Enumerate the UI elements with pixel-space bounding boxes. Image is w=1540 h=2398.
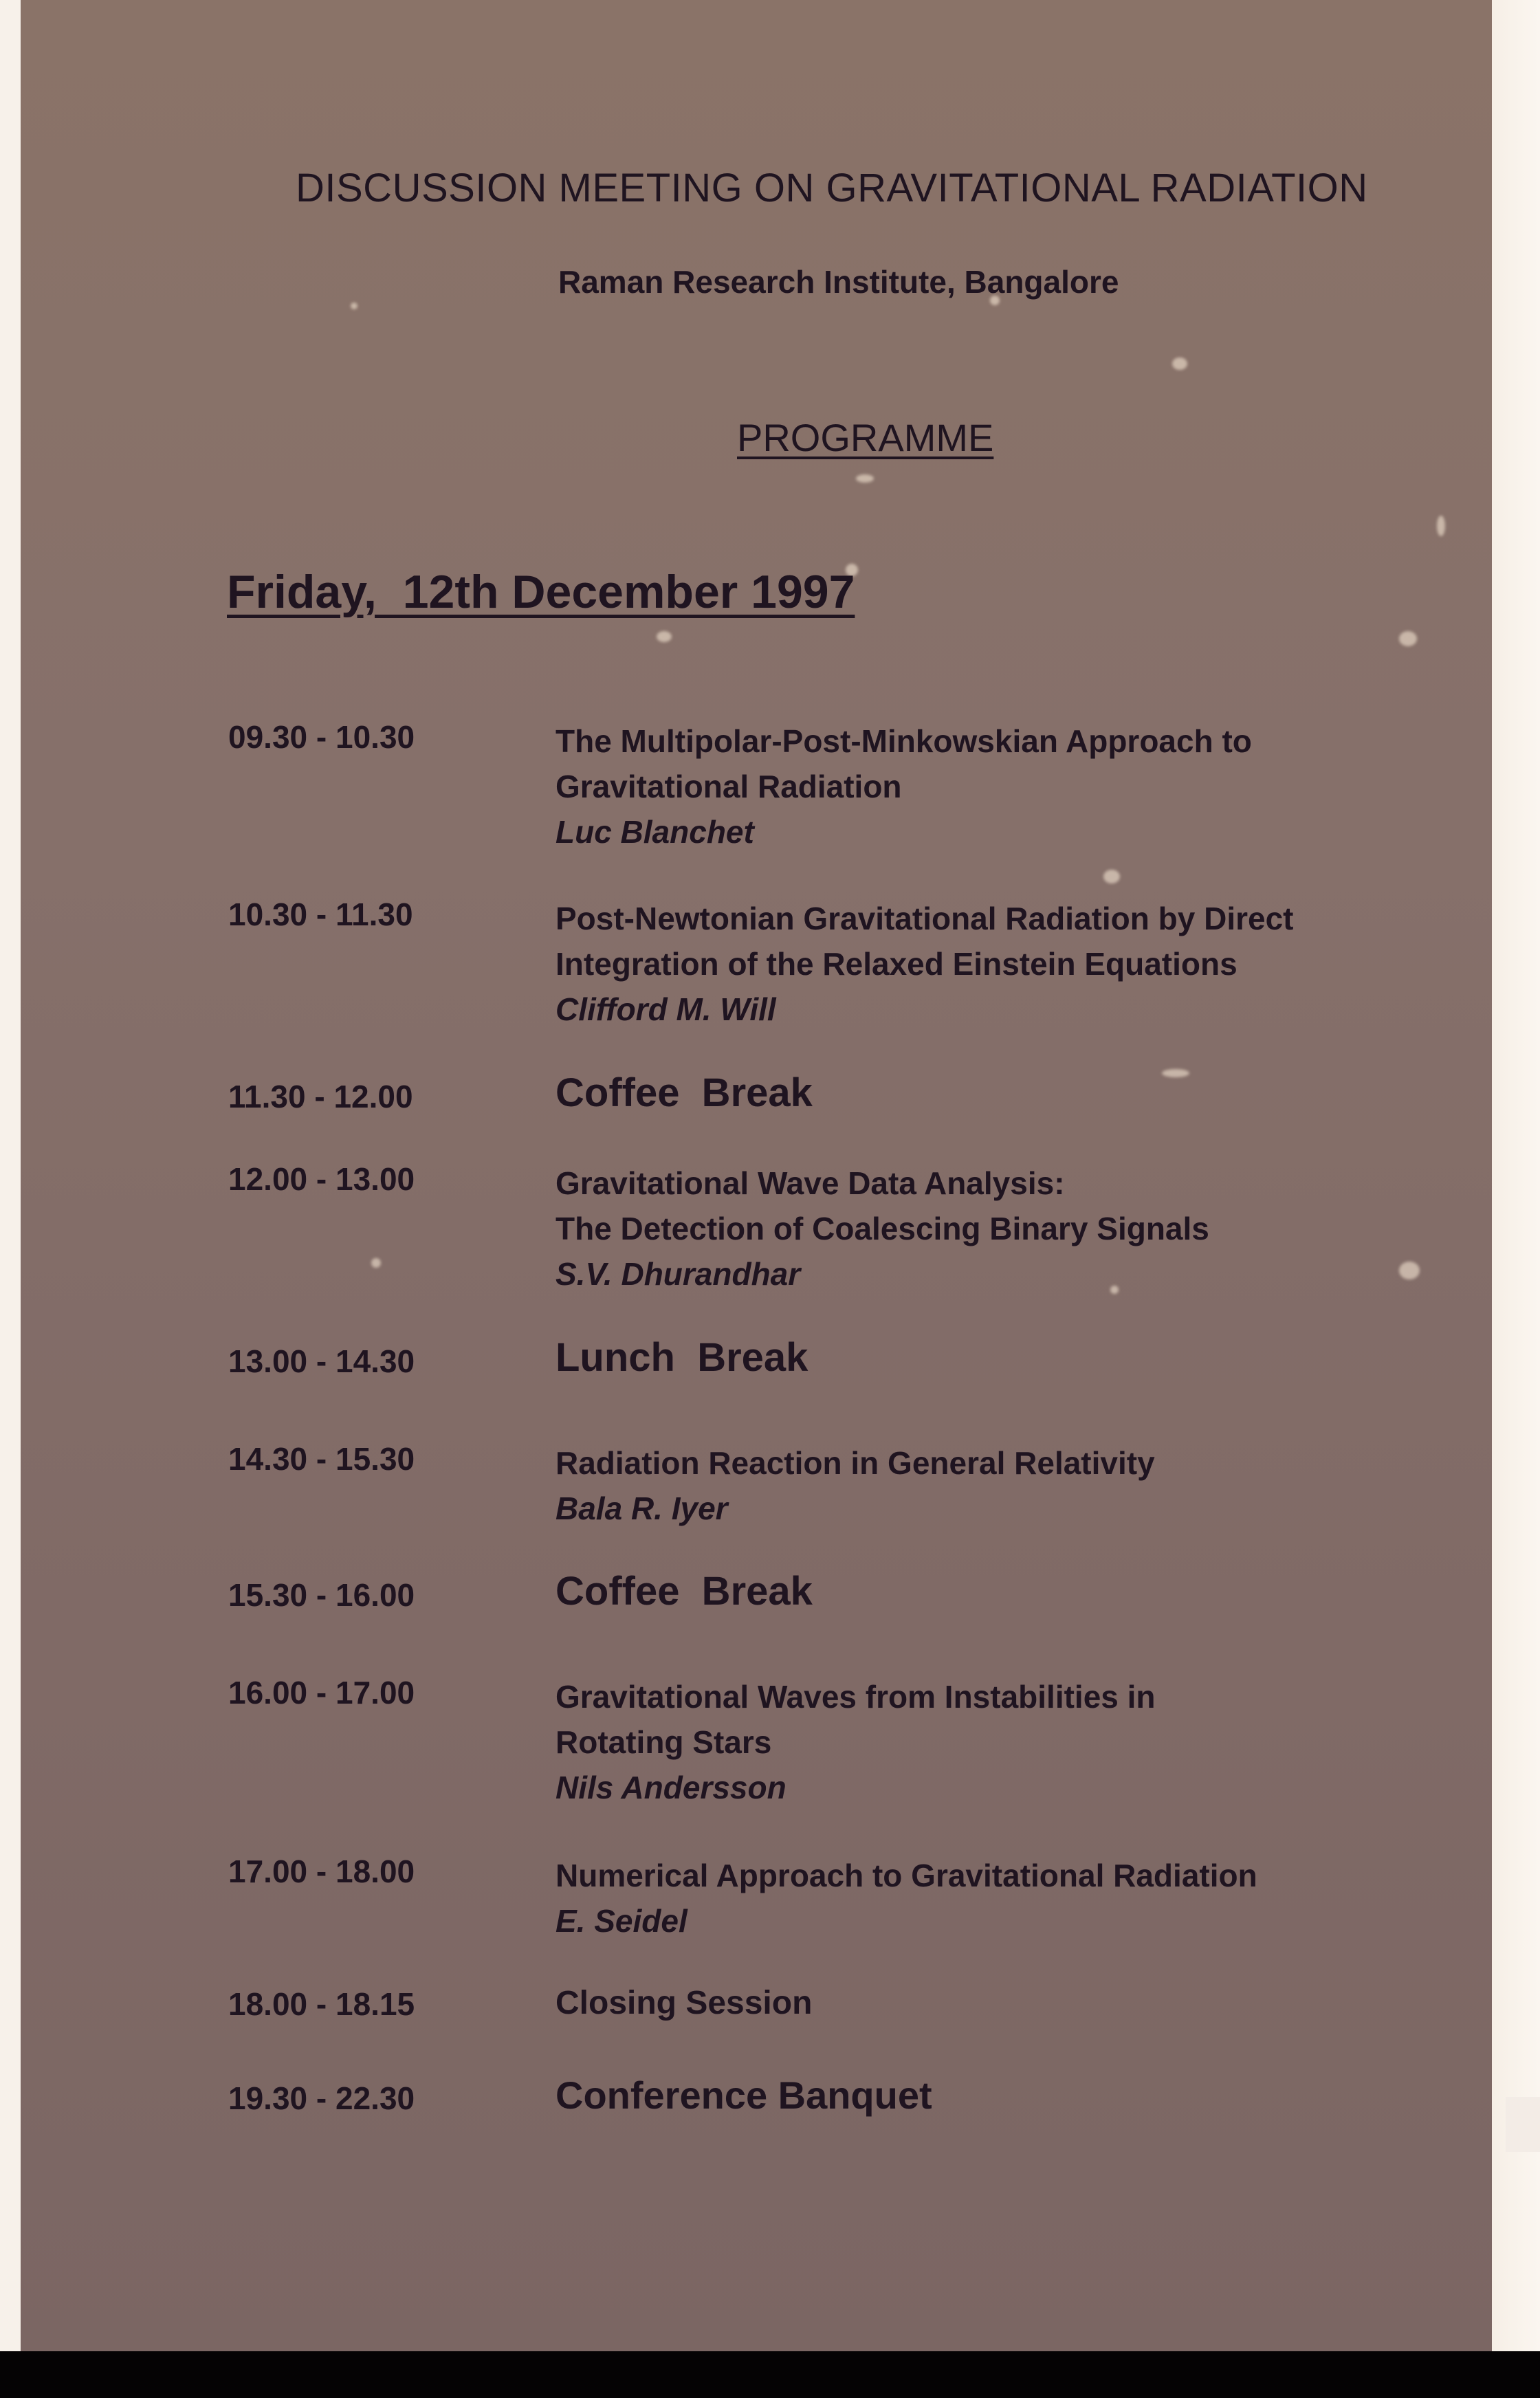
break-label: Lunch Break	[556, 1335, 808, 1380]
film-edge-strip	[1492, 0, 1540, 2351]
speaker-name: Bala R. Iyer	[556, 1490, 728, 1526]
venue: Raman Research Institute, Bangalore	[558, 264, 1119, 300]
film-edge-tab	[1506, 2097, 1540, 2152]
time-slot: 12.00 - 13.00	[228, 1161, 415, 1197]
talk-entry	[556, 1440, 1463, 1531]
programme-heading: PROGRAMME	[737, 416, 994, 459]
talk-title-line: The Multipolar-Post-Minkowskian Approach to	[556, 723, 1252, 759]
talk-entry	[556, 718, 1463, 855]
talk-title-line: Gravitational Wave Data Analysis:	[556, 1165, 1065, 1201]
time-slot: 10.30 - 11.30	[228, 896, 413, 932]
talk-title-line: Post-Newtonian Gravitational Radiation by Direct	[556, 901, 1294, 936]
break-label: Coffee Break	[556, 1569, 813, 1614]
time-slot: 19.30 - 22.30	[228, 2080, 415, 2116]
time-slot: 14.30 - 15.30	[228, 1441, 415, 1477]
break-label: Coffee Break	[556, 1070, 813, 1115]
time-slot: 16.00 - 17.00	[228, 1675, 415, 1710]
talk-title-line: Integration of the Relaxed Einstein Equations	[556, 946, 1238, 982]
talk-title-line: Numerical Approach to Gravitational Radiation	[556, 1858, 1257, 1893]
session-date: Friday, 12th December 1997	[227, 566, 855, 618]
talk-entry	[556, 896, 1463, 1032]
talk-title-line: Gravitational Radiation	[556, 769, 902, 804]
time-slot: 13.00 - 14.30	[228, 1343, 415, 1379]
time-slot: 18.00 - 18.15	[228, 1986, 415, 2022]
time-slot: 15.30 - 16.00	[228, 1577, 415, 1613]
break-label: Conference Banquet	[556, 2074, 932, 2117]
speaker-name: S.V. Dhurandhar	[556, 1256, 801, 1292]
meeting-title: DISCUSSION MEETING ON GRAVITATIONAL RADIATION	[296, 166, 1368, 210]
time-slot: 17.00 - 18.00	[228, 1854, 415, 1889]
speaker-name: Clifford M. Will	[556, 991, 776, 1027]
talk-title-line: Gravitational Waves from Instabilities in	[556, 1679, 1156, 1715]
talk-entry	[556, 1160, 1463, 1297]
time-slot: 09.30 - 10.30	[228, 719, 415, 755]
talk-entry	[556, 1674, 1463, 1810]
talk-title-line: Rotating Stars	[556, 1724, 772, 1760]
film-bottom-band	[0, 2351, 1540, 2398]
talk-entry	[556, 1853, 1463, 1944]
speaker-name: Luc Blanchet	[556, 814, 754, 850]
talk-title-line: The Detection of Coalescing Binary Signals	[556, 1211, 1209, 1246]
speaker-name: E. Seidel	[556, 1903, 688, 1939]
break-label: Closing Session	[556, 1985, 813, 2021]
speaker-name: Nils Andersson	[556, 1770, 786, 1805]
time-slot: 11.30 - 12.00	[228, 1079, 413, 1114]
talk-title-line: Radiation Reaction in General Relativity	[556, 1445, 1155, 1481]
